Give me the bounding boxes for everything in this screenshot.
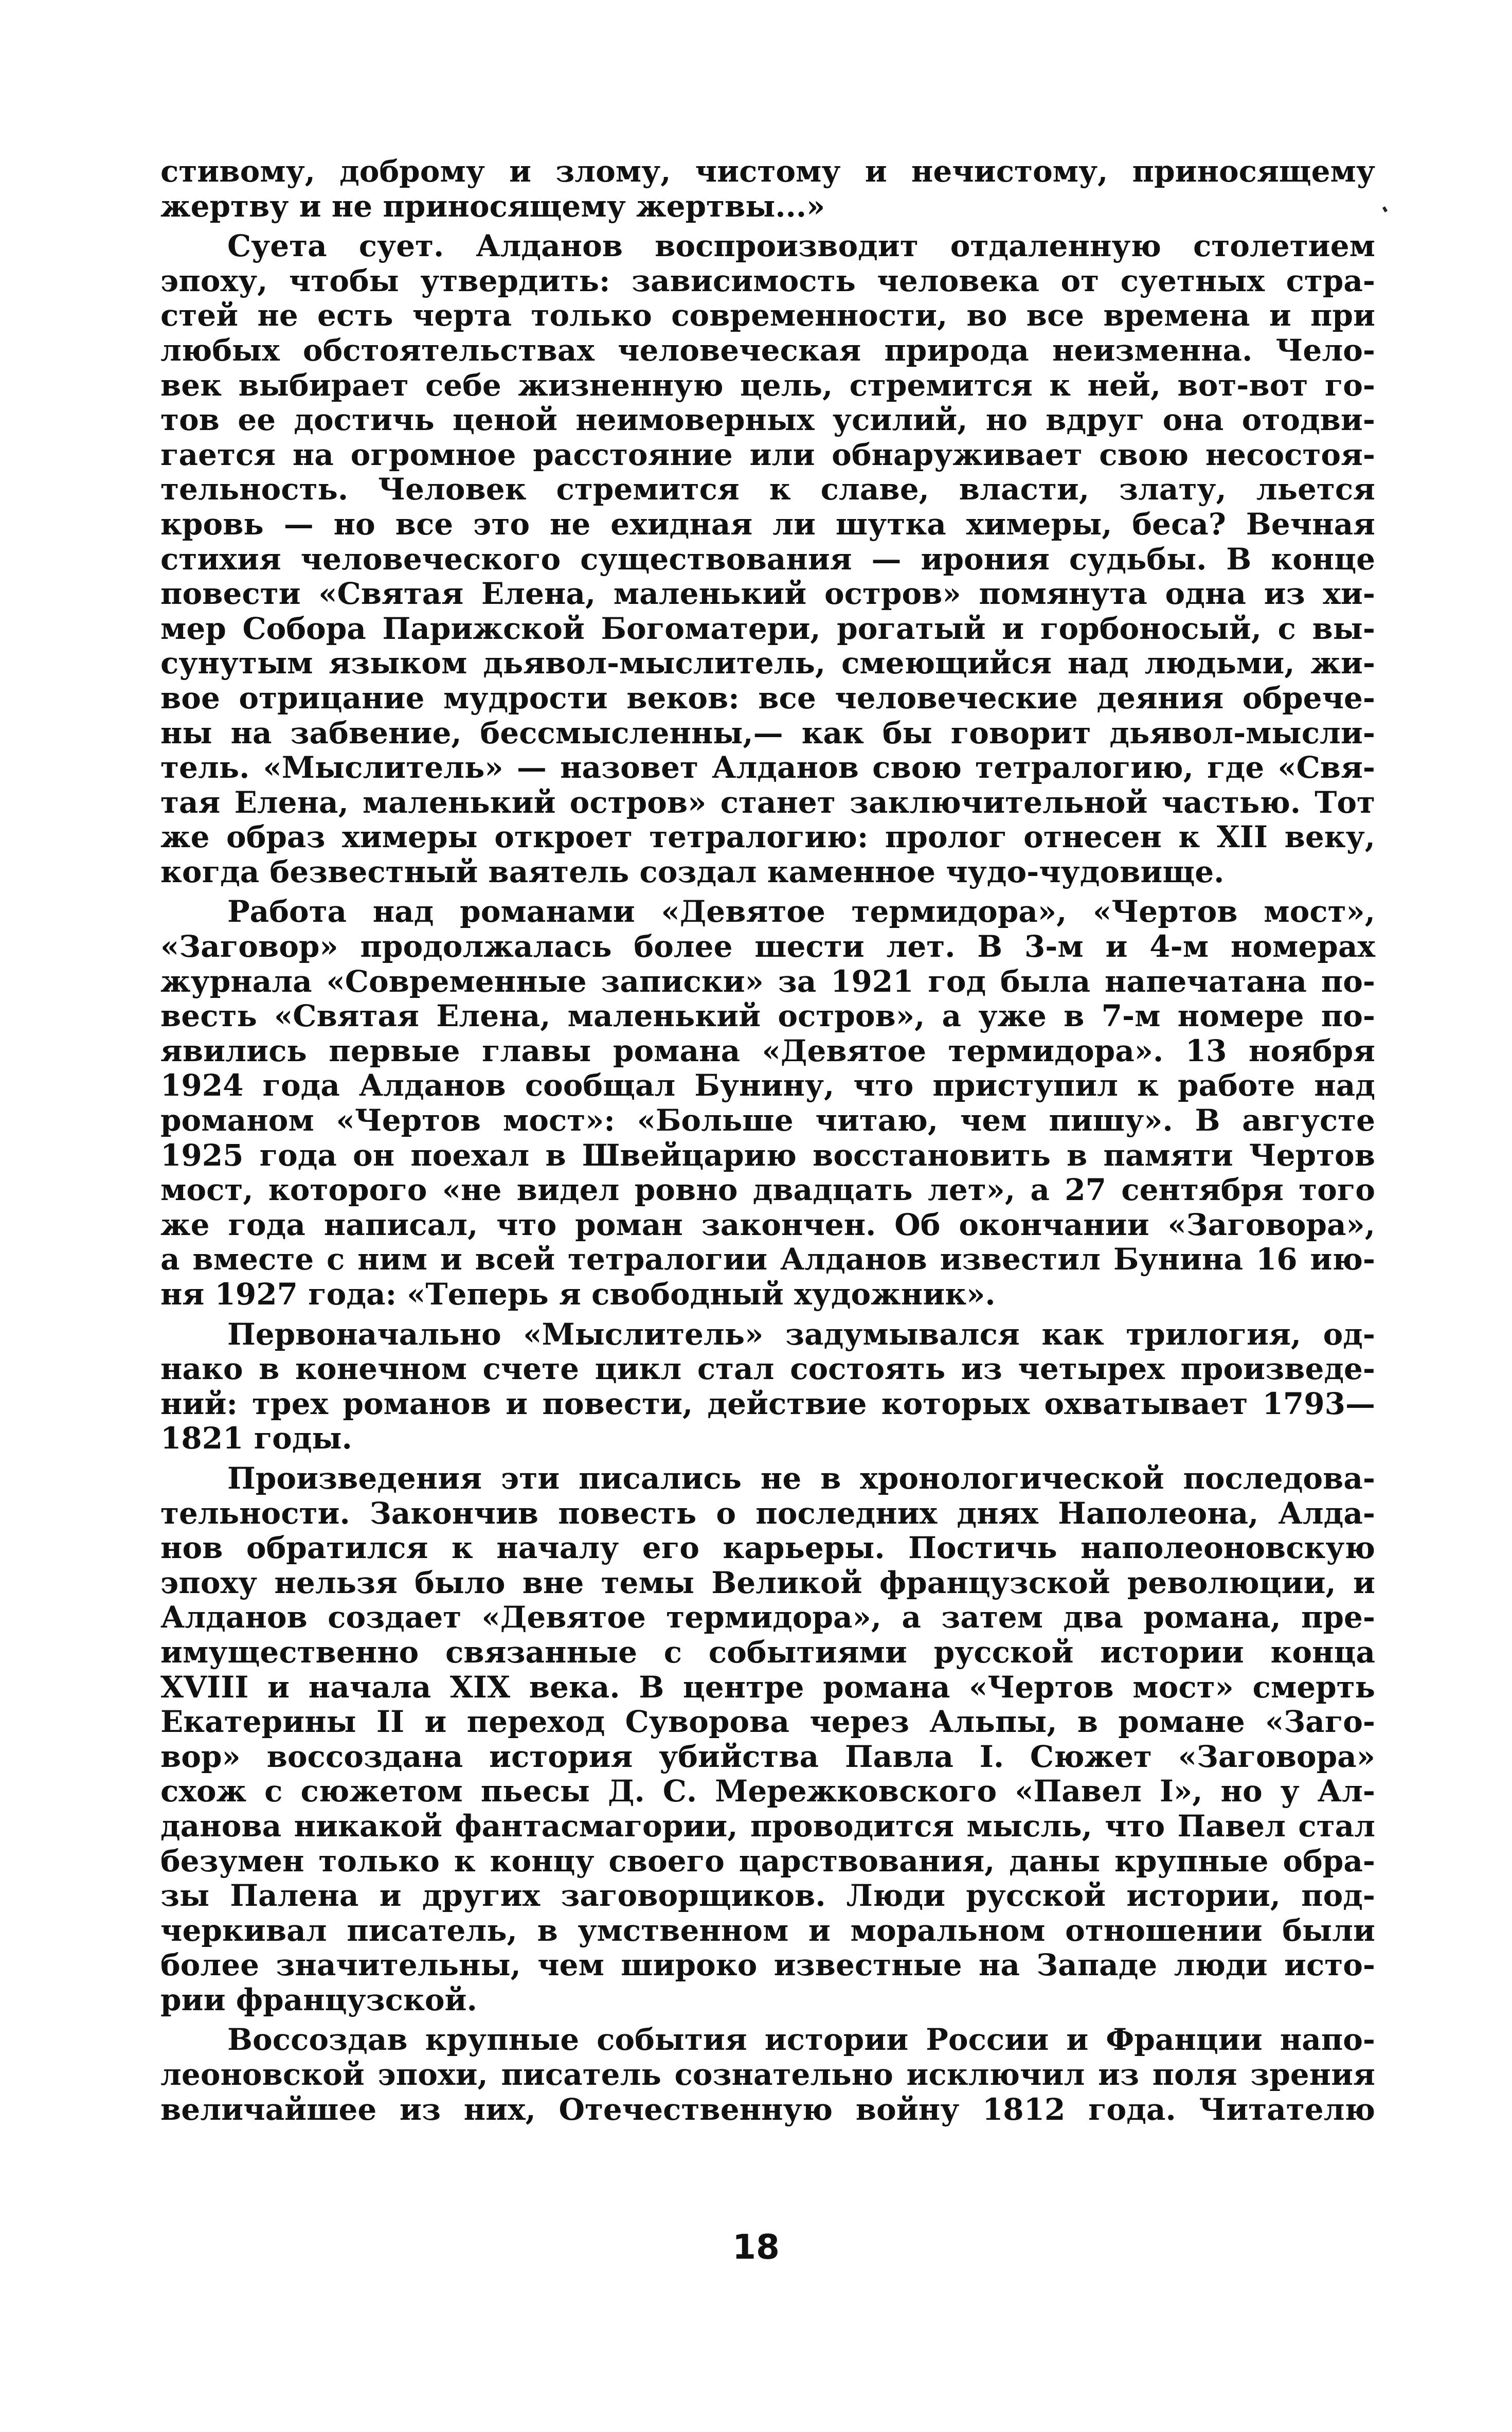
text-line: мер Собора Парижской Богоматери, рогатый и горбоносый, с вы- xyxy=(160,611,1375,646)
text-line: имущественно связанные с событиями русской истории конца xyxy=(160,1634,1375,1670)
text-line: тельность. Человек стремится к славе, власти, злату, льется xyxy=(160,472,1375,507)
text-line: схож с сюжетом пьесы Д. С. Мережковского «Павел I», но у Ал- xyxy=(160,1774,1375,1809)
text-line: журнала «Современные записки» за 1921 год была напечатана по- xyxy=(160,963,1375,999)
text-line: рии французской. xyxy=(160,1982,477,2017)
text-line: кровь — но все это не ехидная ли шутка химеры, беса? Вечная xyxy=(160,506,1375,542)
text-line: тель. «Мыслитель» — назовет Алданов свою тетралогию, где «Свя- xyxy=(160,750,1375,785)
page-body xyxy=(160,154,1375,2127)
text-line: вор» воссоздана история убийства Павла I. Сюжет «Заговора» xyxy=(160,1739,1375,1774)
text-line: ня 1927 года: «Теперь я свободный художник». xyxy=(160,1277,996,1312)
text-line: эпоху нельзя было вне темы Великой французской революции, и xyxy=(160,1565,1375,1600)
text-line: Произведения эти писались не в хронологической последова- xyxy=(227,1460,1375,1496)
paragraph xyxy=(160,229,1375,889)
text-line: более значительны, чем широко известные на Западе люди исто- xyxy=(160,1947,1375,1983)
text-line: данова никакой фантасмагории, проводится мысль, что Павел стал xyxy=(160,1808,1375,1844)
text-line: тая Елена, маленький остров» станет заключительной частью. Тот xyxy=(160,784,1375,820)
text-line: 1924 года Алданов сообщал Бунину, что приступил к работе над xyxy=(160,1068,1375,1103)
paragraph xyxy=(160,154,1375,224)
text-line: век выбирает себе жизненную цель, стремится к ней, вот-вот го- xyxy=(160,367,1375,403)
text-line: тов ее достичь ценой неимоверных усилий, но вдруг она отодви- xyxy=(160,402,1375,438)
text-line: любых обстоятельствах человеческая природа неизменна. Чело- xyxy=(160,332,1375,368)
text-line: жертву и не приносящему жертвы...» xyxy=(160,188,825,224)
text-line: 1821 годы. xyxy=(160,1421,352,1456)
text-line: гается на огромное расстояние или обнаруживает свою несостоя- xyxy=(160,437,1375,472)
text-line: безумен только к концу своего царствования, даны крупные обра- xyxy=(160,1843,1375,1879)
text-line: вое отрицание мудрости веков: все человеческие деяния обрече- xyxy=(160,680,1375,716)
text-line: тельности. Закончив повесть о последних днях Наполеона, Алда- xyxy=(160,1495,1375,1531)
page-number: 18 xyxy=(732,2227,780,2267)
text-line: Алданов создает «Девятое термидора», а затем два романа, пре- xyxy=(160,1600,1375,1635)
text-line: когда безвестный ваятель создал каменное чудо-чудовище. xyxy=(160,854,1225,889)
text-line: леоновской эпохи, писатель сознательно исключил из поля зрения xyxy=(160,2057,1375,2093)
text-line: нако в конечном счете цикл стал состоять из четырех произведе- xyxy=(160,1351,1375,1387)
text-line: нов обратился к началу его карьеры. Постичь наполеоновскую xyxy=(160,1530,1375,1566)
paragraph xyxy=(160,1317,1375,1456)
text-line: Екатерины II и переход Суворова через Альпы, в романе «Заго- xyxy=(160,1704,1375,1740)
text-line: же года написал, что роман закончен. Об окончании «Заговора», xyxy=(160,1207,1375,1242)
text-line: эпоху, чтобы утвердить: зависимость человека от суетных стра- xyxy=(160,263,1375,298)
text-line: стивому, доброму и злому, чистому и нечистому, приносящему xyxy=(160,154,1375,189)
text-line: стихия человеческого существования — ирония судьбы. В конце xyxy=(160,541,1375,577)
text-line: Работа над романами «Девятое термидора», «Чертов мост», xyxy=(227,894,1375,929)
text-line: величайшее из них, Отечественную войну 1812 года. Читателю xyxy=(160,2091,1375,2127)
text-line: XVIII и начала XIX века. В центре романа «Чертов мост» смерть xyxy=(160,1669,1375,1705)
text-line: романом «Чертов мост»: «Больше читаю, чем пишу». В августе xyxy=(160,1103,1375,1138)
text-line: Первоначально «Мыслитель» задумывался как трилогия, од- xyxy=(227,1316,1375,1352)
text-line: «Заговор» продолжалась более шести лет. В 3-м и 4-м номерах xyxy=(160,929,1375,964)
text-line: же образ химеры откроет тетралогию: пролог отнесен к XII веку, xyxy=(160,819,1375,855)
text-line: а вместе с ним и всей тетралогии Алданов известил Бунина 16 ию- xyxy=(160,1242,1375,1277)
text-line: стей не есть черта только современности, во все времена и при xyxy=(160,298,1375,333)
paragraph xyxy=(160,2023,1375,2127)
text-line: зы Палена и других заговорщиков. Люди русской истории, под- xyxy=(160,1878,1375,1914)
text-line: сунутым языком дьявол-мыслитель, смеющийся над людьми, жи- xyxy=(160,646,1375,681)
paragraph xyxy=(160,1461,1375,2018)
text-line: Суета сует. Алданов воспроизводит отдаленную столетием xyxy=(227,228,1375,264)
text-line: повести «Святая Елена, маленький остров» помянута одна из хи- xyxy=(160,576,1375,612)
text-line: 1925 года он поехал в Швейцарию восстановить в памяти Чертов xyxy=(160,1137,1375,1173)
text-line: ны на забвение, бессмысленны,— как бы говорит дьявол-мысли- xyxy=(160,715,1375,750)
text-line: весть «Святая Елена, маленький остров», а уже в 7-м номере по- xyxy=(160,998,1375,1034)
text-line: явились первые главы романа «Девятое термидора». 13 ноября xyxy=(160,1033,1375,1068)
paragraph xyxy=(160,895,1375,1312)
text-line: черкивал писатель, в умственном и моральном отношении были xyxy=(160,1912,1375,1948)
text-line: мост, которого «не видел ровно двадцать лет», а 27 сентября того xyxy=(160,1172,1375,1208)
text-line: ний: трех романов и повести, действие которых охватывает 1793— xyxy=(160,1386,1375,1421)
text-line: Воссоздав крупные события истории России и Франции напо- xyxy=(227,2022,1375,2058)
margin-mark xyxy=(1382,206,1388,212)
